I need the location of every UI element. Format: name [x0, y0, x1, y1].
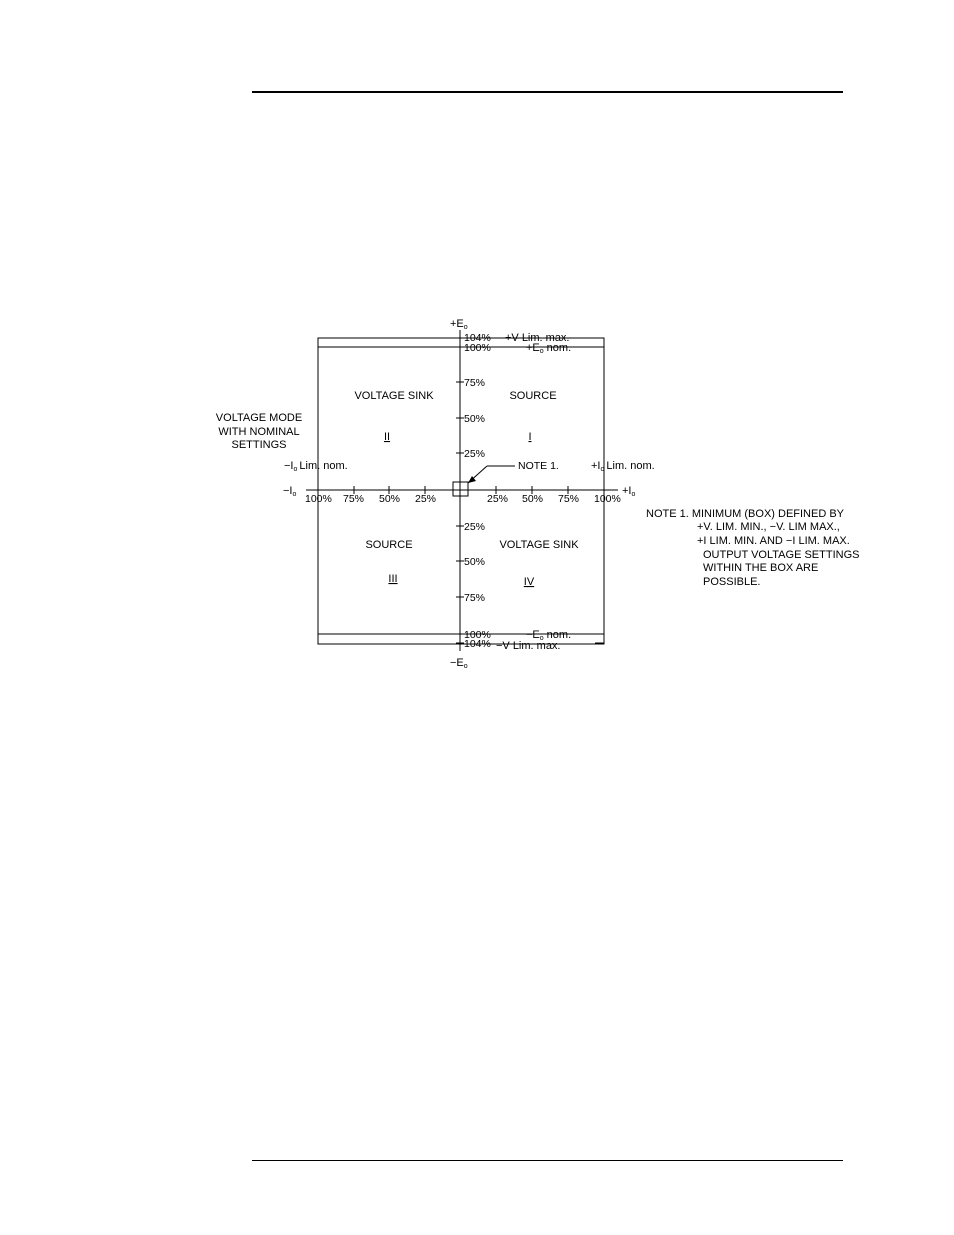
neg-i-lim-nom-label: −Io Lim. nom.: [284, 460, 348, 473]
quadrant-2-label: VOLTAGE SINK: [354, 390, 434, 402]
pos-current-axis-label: +Io: [622, 485, 636, 498]
v-tick-50-lower: 50%: [464, 556, 486, 568]
footer-rule: [252, 1160, 843, 1161]
i-tick-left-25: 25%: [415, 493, 437, 505]
quadrant-1-numeral: I: [528, 431, 532, 443]
neg-current-axis-label: −Io: [283, 485, 297, 498]
mode-note-line-3: SETTINGS: [231, 439, 287, 451]
quadrant-1-label: SOURCE: [509, 390, 557, 402]
v-tick-100-lower: 100%: [464, 629, 491, 641]
i-tick-left-100: 100%: [305, 493, 332, 505]
note-1-line-1: NOTE 1. MINIMUM (BOX) DEFINED BY: [646, 508, 845, 520]
quadrant-4-numeral: IV: [523, 576, 535, 588]
i-tick-left-50: 50%: [379, 493, 401, 505]
note-1-line-5: WITHIN THE BOX ARE: [703, 562, 819, 574]
neg-e-nom-label: −Eo nom.: [526, 629, 572, 642]
v-tick-75-upper: 75%: [464, 377, 486, 389]
note-1-line-2: +V. LIM. MIN., −V. LIM MAX.,: [697, 521, 840, 533]
pos-v-lim-max-label: +V Lim. max.: [505, 332, 570, 344]
v-tick-104-upper: 104%: [464, 332, 491, 344]
mode-note-line-1: VOLTAGE MODE: [215, 412, 303, 424]
neg-v-lim-max-label: −V Lim. max.: [496, 640, 561, 652]
v-tick-75-lower: 75%: [464, 592, 486, 604]
quadrant-2-numeral: II: [383, 431, 391, 443]
limit-box-outer: [318, 338, 604, 644]
neg-voltage-axis-label: −Eo: [450, 657, 468, 670]
i-tick-right-75: 75%: [558, 493, 580, 505]
quadrant-3-numeral: III: [388, 573, 398, 585]
i-tick-right-50: 50%: [522, 493, 544, 505]
i-tick-right-25: 25%: [487, 493, 509, 505]
note-1-line-6: POSSIBLE.: [703, 576, 761, 588]
v-tick-25-upper: 25%: [464, 448, 486, 460]
v-tick-100-upper: 100%: [464, 342, 491, 354]
pos-e-nom-label: +Eo nom.: [526, 342, 572, 355]
v-tick-25-lower: 25%: [464, 521, 486, 533]
quadrant-4-label: VOLTAGE SINK: [499, 539, 579, 551]
note-1-line-4: OUTPUT VOLTAGE SETTINGS: [703, 549, 860, 561]
note-1-pointer-label: NOTE 1.: [518, 460, 559, 472]
note-1-line-3: +I LIM. MIN. AND −I LIM. MAX.: [697, 535, 850, 547]
i-tick-right-100: 100%: [594, 493, 621, 505]
mode-note-line-2: WITH NOMINAL: [218, 426, 300, 438]
quadrant-3-label: SOURCE: [365, 539, 413, 551]
i-tick-left-75: 75%: [343, 493, 365, 505]
pos-voltage-axis-label: +Eo: [450, 318, 468, 331]
v-tick-50-upper: 50%: [464, 413, 486, 425]
v-tick-104-lower: 104%: [464, 638, 491, 650]
pos-i-lim-nom-label: +Io Lim. nom.: [591, 460, 655, 473]
